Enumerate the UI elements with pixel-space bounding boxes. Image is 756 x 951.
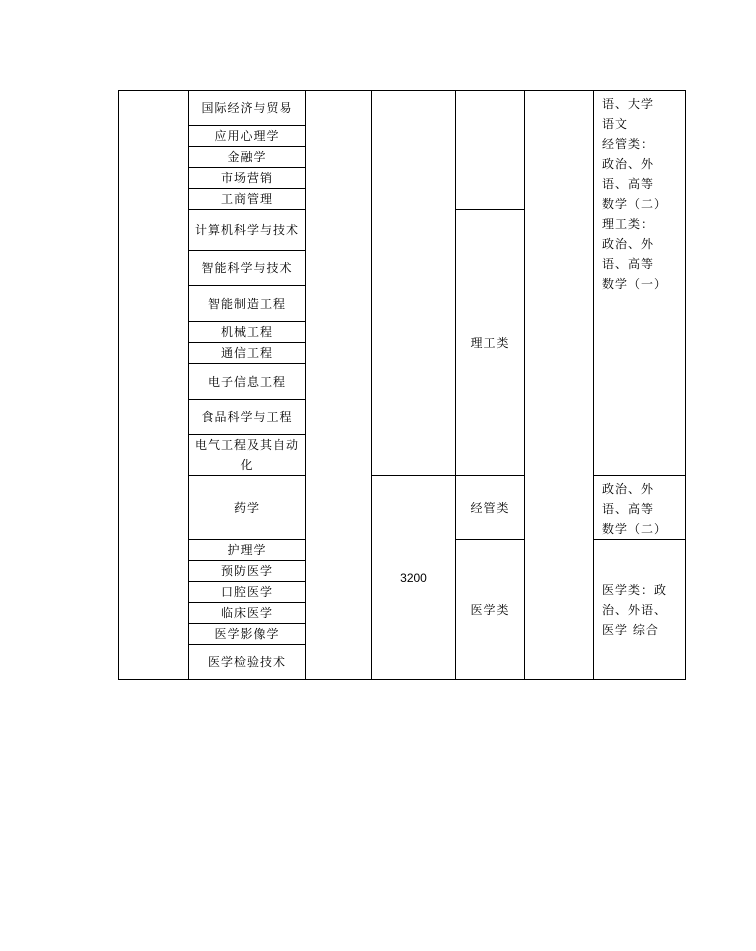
- major-cell: 护理学: [189, 540, 306, 561]
- note-line: 语、高等: [602, 177, 655, 191]
- major-cell: 预防医学: [189, 561, 306, 582]
- major-cell: 食品科学与工程: [189, 400, 306, 435]
- major-cell: 电气工程及其自动化: [189, 435, 306, 476]
- management-subjects-note: [594, 476, 686, 540]
- major-cell: 医学检验技术: [189, 645, 306, 680]
- major-cell: 应用心理学: [189, 126, 306, 147]
- major-cell: 计算机科学与技术: [189, 210, 306, 251]
- medical-subjects-note: [594, 540, 686, 680]
- major-cell: 国际经济与贸易: [189, 91, 306, 126]
- note-line: 语文: [602, 117, 629, 131]
- major-cell: 通信工程: [189, 343, 306, 364]
- note-line: 经管类：: [602, 137, 655, 151]
- major-cell: 智能制造工程: [189, 286, 306, 322]
- note-line: 语、高等: [602, 502, 655, 516]
- major-cell: 电子信息工程: [189, 364, 306, 400]
- major-cell: 口腔医学: [189, 582, 306, 603]
- major-cell: 药学: [189, 476, 306, 540]
- blank-column-1: [119, 91, 189, 680]
- note-line: 数学（二）: [602, 522, 668, 536]
- note-line: 医学类：政: [602, 582, 668, 597]
- exam-subjects-note: [594, 91, 686, 476]
- note-line: 数学（二）: [602, 197, 668, 211]
- note-line: 语、高等: [602, 257, 655, 271]
- major-cell: 市场营销: [189, 168, 306, 189]
- major-cell: 智能科学与技术: [189, 251, 306, 286]
- major-cell: 临床医学: [189, 603, 306, 624]
- note-line: 政治、外: [602, 237, 655, 251]
- fee-cell-empty: [372, 91, 456, 476]
- blank-column-3: [306, 91, 372, 680]
- admission-table: [118, 90, 686, 680]
- note-line: 医学 综合: [602, 622, 659, 637]
- blank-column-6: [525, 91, 594, 680]
- major-cell: 医学影像学: [189, 624, 306, 645]
- category-cell-empty: [456, 91, 525, 210]
- note-line: 治、外语、: [602, 602, 668, 617]
- note-line: 数学（一）: [602, 277, 668, 291]
- note-line: 理工类：: [602, 217, 655, 231]
- note-line: 政治、外: [602, 157, 655, 171]
- note-line: 语、大学: [602, 97, 655, 111]
- category-management: 经管类: [456, 476, 525, 540]
- category-medical: 医学类: [456, 540, 525, 680]
- category-engineering: 理工类: [456, 210, 525, 476]
- major-cell: 机械工程: [189, 322, 306, 343]
- major-cell: 金融学: [189, 147, 306, 168]
- major-cell: 工商管理: [189, 189, 306, 210]
- note-line: 政治、外: [602, 482, 655, 496]
- fee-cell: 3200: [372, 476, 456, 680]
